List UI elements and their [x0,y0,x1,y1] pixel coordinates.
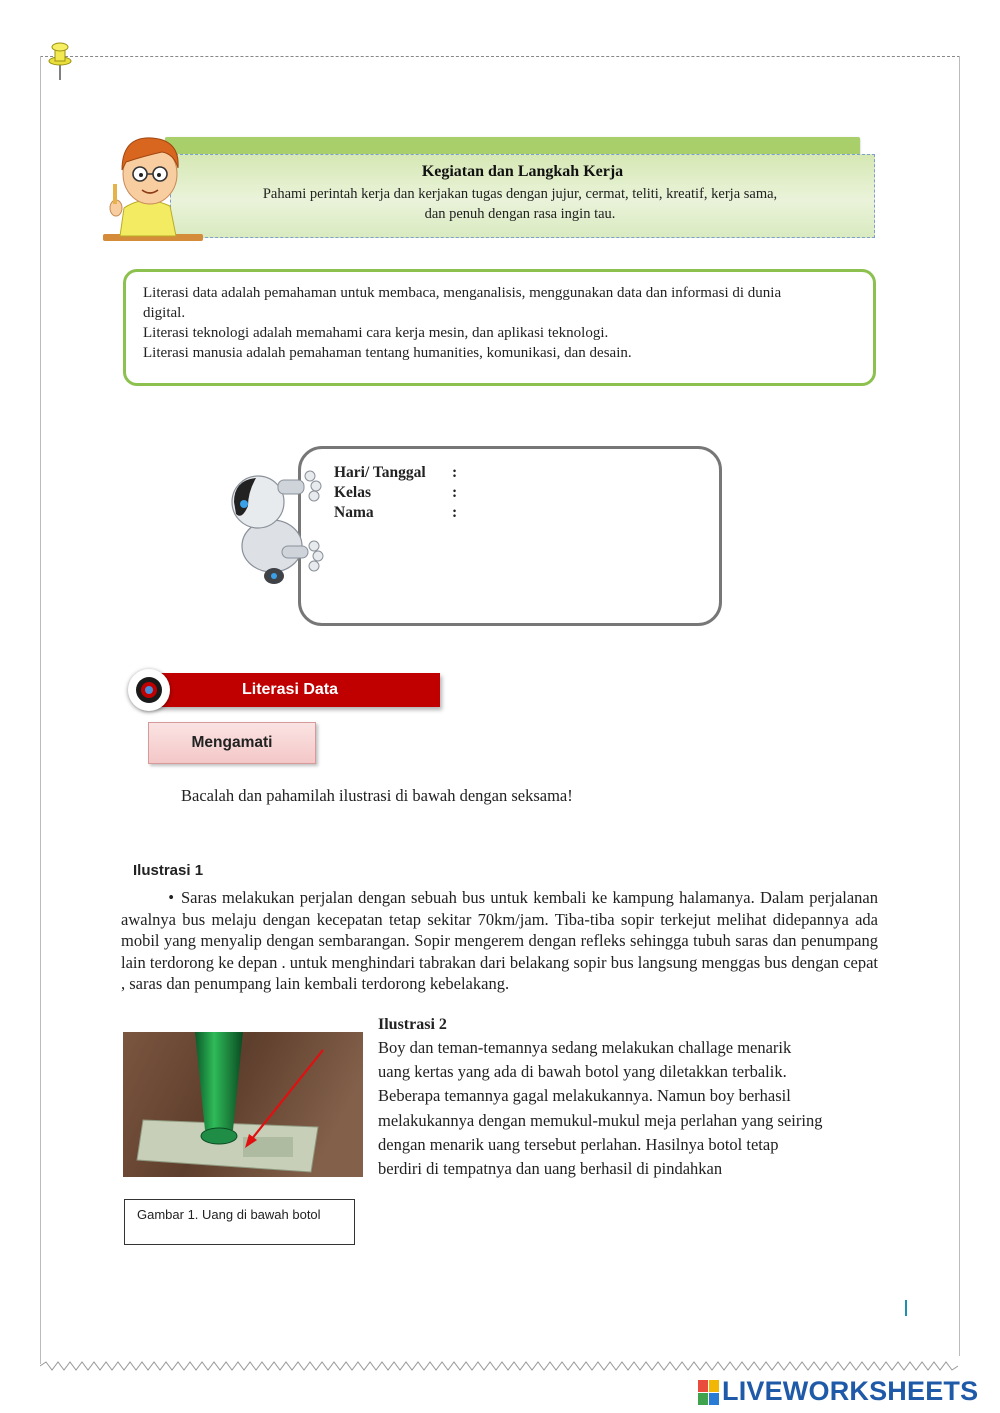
illustration2-line: Boy dan teman-temannya sedang melakukan challage menarik [378,1038,792,1057]
identity-row-date [334,463,457,483]
identity-row-class [334,483,457,503]
date-input[interactable] [468,462,702,482]
illustration2-line: berdiri di tempatnya dan uang berhasil di pindahkan [378,1159,723,1179]
illustration1-text [121,887,878,995]
page-frame-left [40,56,41,1364]
identity-separator: : [452,504,458,521]
page-frame-top [40,56,960,57]
liveworksheets-logo-icon [698,1380,720,1406]
illustration2-text [378,1036,878,1181]
cartoon-boy-illustration [104,132,190,238]
illustration1-paragraph: Saras melakukan perjalan dengan sebuah bus untuk kembali ke kampung halamanya. Dalam perjalanan awalnya bus melaju dengan kecepatan tetap sekitar 70km/jam. Tiba-tiba sopir terkejut melihat didepannya ada mobil yang menyalip dengan sembarangan. Sopir mengerem dengan refleks sehingga tubuh saras dan penumpang lain terdorong ke depan . untuk menghindari tabrakan dari belakang sopir bus langsung menggas bus dengan cepat , saras dan penumpang lain kembali terdorong kebelakang. [121,888,878,993]
subsection-label: Mengamati [148,722,316,764]
definition-line: Literasi teknologi adalah memahami cara kerja mesin, dan aplikasi teknologi. [143,325,609,341]
illustration2-line: dengan menarik uang tersebut perlahan. Hasilnya botol tetap [378,1134,779,1154]
data-globe-icon [134,675,164,705]
identity-row-name [334,503,457,523]
illustration2-line: Beberapa temannya gagal melakukannya. Namun boy berhasil [378,1086,791,1106]
definition-line: Literasi manusia adalah pemahaman tentang humanities, komunikasi, dan desain. [143,345,632,361]
definition-line: Literasi data adalah pemahaman untuk membaca, menganalisis, menggunakan data dan informasi di dunia [143,285,782,301]
illustration2-line: uang kertas yang ada di bawah botol yang diletakkan terbalik. [378,1062,787,1082]
figure-caption: Gambar 1. Uang di bawah botol [137,1207,321,1222]
name-input[interactable] [468,502,702,522]
caption-box [124,1199,355,1245]
illustration2-title: Ilustrasi 2 [378,1016,447,1033]
instruction-text: Bacalah dan pahamilah ilustrasi di bawah dengan seksama! [181,786,573,805]
bottle-money-photo [123,1032,363,1177]
page-frame-bottom [40,1360,958,1372]
pushpin-icon [46,40,74,82]
robot-illustration [218,462,334,586]
section-title-bar: Literasi Data [140,673,440,707]
banner-subtitle [200,184,840,224]
definition-line: digital. [143,305,186,321]
banner-subtitle-line1: Pahami perintah kerja dan kerjakan tugas dengan jujur, cermat, teliti, kreatif, kerja sama, [262,186,778,202]
banner-title: Kegiatan dan Langkah Kerja [421,163,624,180]
banner-subtitle-line2: dan penuh dengan rasa ingin tau. [424,206,616,222]
identity-separator: : [452,464,458,481]
identity-label: Kelas [334,484,372,501]
bullet: • [168,888,174,907]
identity-label: Hari/ Tanggal [334,464,426,481]
illustration2-line: melakukannya dengan memukul-mukul meja perlahan yang seiring [378,1110,823,1130]
identity-label: Nama [334,504,374,521]
definition-text [143,283,863,363]
identity-fields [334,463,457,523]
class-input[interactable] [468,482,702,502]
page-frame-right [959,56,960,1356]
illustration1-title: Ilustrasi 1 [133,862,204,879]
page-mark [905,1300,907,1316]
identity-separator: : [452,484,458,501]
liveworksheets-logo-text[interactable]: LIVEWORKSHEETS [722,1376,979,1406]
